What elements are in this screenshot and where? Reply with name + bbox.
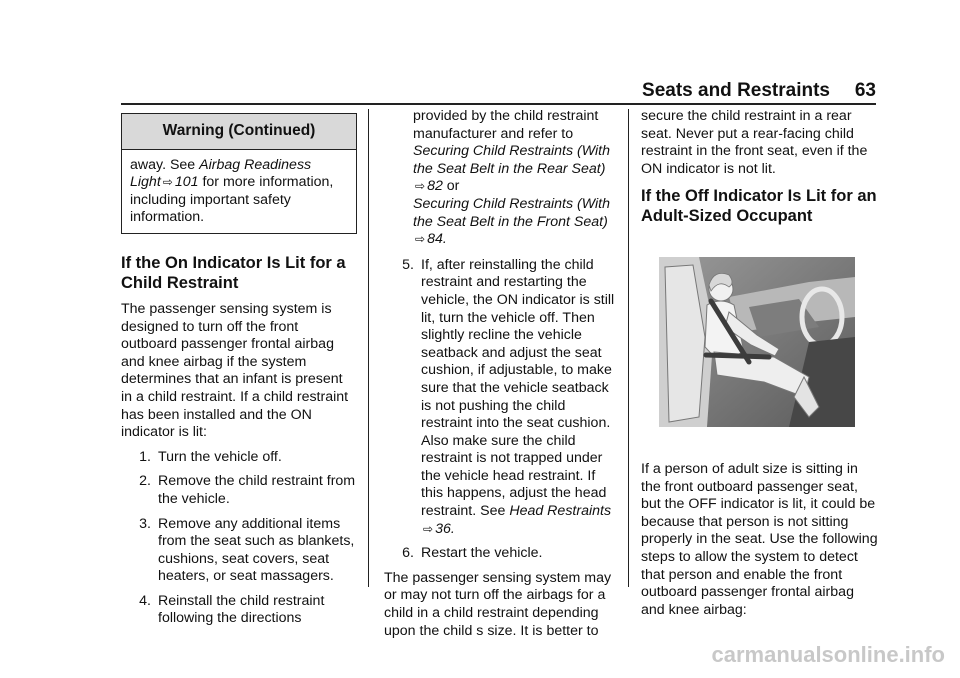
paragraph: secure the child restraint in a rear seat. Never put a rear-facing child restraint in the front seat, even if the ON indicator is not lit.	[641, 108, 868, 177]
page-ref-icon: ⇨	[415, 179, 426, 194]
page-ref-101[interactable]: 101	[174, 174, 199, 191]
page-ref-82[interactable]: 82	[427, 178, 443, 195]
warning-title: Warning (Continued)	[122, 114, 356, 150]
section-title: Seats and Restraints	[642, 80, 830, 101]
paragraph: If a person of adult size is sitting in the front outboard passenger seat, but the OFF indicator is lit, it could be because that person is not sitting properly in the seat. Use the following steps to allow the system to detect that person and enable the front outboard passenger frontal airbag and knee airbag:	[641, 460, 878, 618]
list-item: 6. Restart the vehicle.	[402, 545, 543, 562]
page-ref-84[interactable]: 84	[427, 231, 443, 248]
column-divider	[368, 109, 369, 587]
intro-paragraph: The passenger sensing system is designed to turn off the front outboard passenger frontal airbag and knee airbag if the system determines that an infant is present in a child restraint. If a child restraint has been installed and the ON indicator is lit:	[121, 300, 349, 441]
list-item: 1. Turn the vehicle off.	[139, 448, 282, 465]
rear-seat-link[interactable]: Securing Child Restraints (With the Seat Belt in the Rear Seat)	[413, 143, 610, 177]
warning-text: away. See Airbag Readiness Light ⇨ 101 for more information, including important safety information.	[130, 156, 334, 226]
page-ref-36[interactable]: 36	[435, 520, 451, 537]
page-number: 63	[854, 80, 876, 101]
watermark: carmanualsonline.info	[711, 642, 945, 667]
front-seat-link[interactable]: Securing Child Restraints (With the Seat Belt in the Front Seat)	[413, 195, 610, 230]
page-ref-icon: ⇨	[423, 521, 434, 536]
list-item: 2. Remove the child restraint from the vehicle.	[139, 473, 356, 507]
airbag-readiness-link[interactable]: Airbag Readiness Light	[130, 156, 312, 191]
column-1	[121, 110, 357, 635]
head-restraints-link[interactable]: Head Restraints	[509, 503, 612, 520]
adult-occupant-illustration	[659, 257, 855, 427]
page-ref-icon: ⇨	[162, 175, 173, 190]
column-3	[641, 108, 881, 626]
paragraph: The passenger sensing system may or may not turn off the airbags for a child in a child restraint depending upon the child s size. It is better to	[384, 569, 612, 639]
heading-on-indicator: If the On Indicator Is Lit for a Child Restraint	[121, 253, 346, 292]
header-rule	[121, 103, 876, 105]
column-2	[384, 108, 616, 647]
list-item: 5. If, after reinstalling the child restraint and restarting the vehicle, the ON indicator is still lit, turn the vehicle off. Then slightly recline the vehicle seatback and adjust the seat cushion, if adjustable, to make sure that the vehicle seatback is not pushing the child restraint into the seat cushion. Also make sure the child restraint is not trapped under the vehicle head restraint. If this happens, adjust the head restraint. See Head Restraints ⇨ 36.	[402, 256, 615, 537]
column-divider	[628, 109, 629, 587]
list-item: 4. Reinstall the child restraint following the directions	[139, 592, 325, 627]
warning-box	[121, 113, 357, 234]
list-item-continued: provided by the child restraint manufacturer and refer to Securing Child Restraints (With the Seat Belt in the Rear Seat) ⇨ 82 or Securing Child Restraints (With the Seat Belt in the Front Seat) ⇨ 84.	[413, 108, 610, 248]
page-ref-icon: ⇨	[415, 232, 426, 247]
list-item: 3. Remove any additional items from the seat such as blankets, cushions, seat covers, seat heaters, or seat massagers.	[139, 515, 355, 585]
heading-off-indicator: If the Off Indicator Is Lit for an Adult-Sized Occupant	[641, 187, 877, 226]
